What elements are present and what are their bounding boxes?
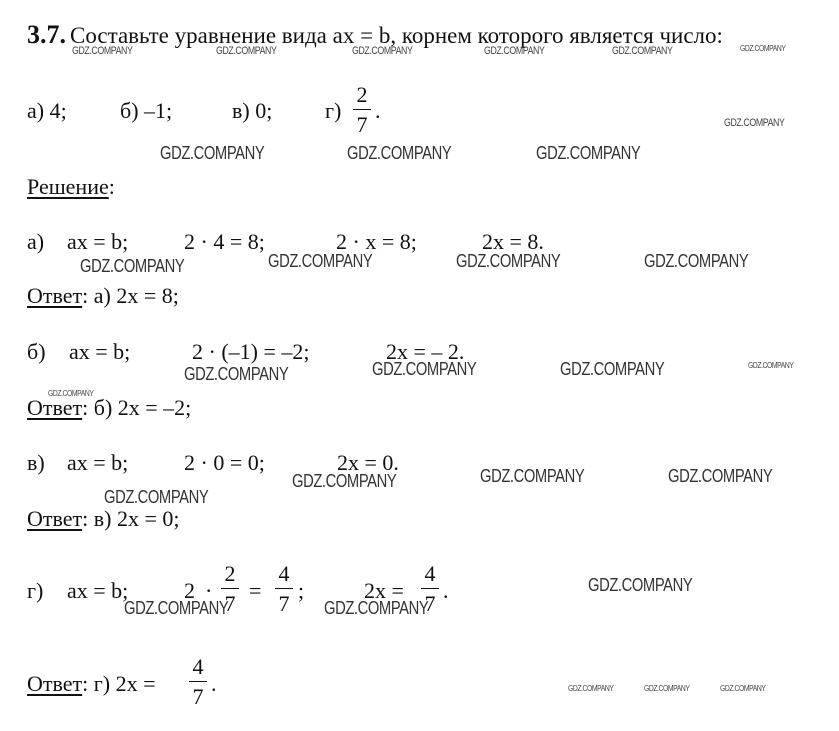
watermark: GDZ.COMPANY xyxy=(644,251,749,271)
watermark: GDZ.COMPANY xyxy=(588,575,693,595)
option-d-label: г) xyxy=(325,98,342,123)
watermark: GDZ.COMPANY xyxy=(72,45,133,57)
option-c: в) 0; xyxy=(232,98,273,123)
part-d-eq1: ax = b; xyxy=(67,578,129,603)
option-a: а) 4; xyxy=(27,98,67,123)
part-a-eq1: ax = b; xyxy=(67,229,129,254)
watermark: GDZ.COMPANY xyxy=(184,364,289,384)
watermark: GDZ.COMPANY xyxy=(456,251,561,271)
part-a-eq2: 2 · 4 = 8; xyxy=(184,229,265,254)
part-d-fraction-3: 4 7 xyxy=(421,563,439,615)
watermark: GDZ.COMPANY xyxy=(160,143,265,163)
part-c-eq3: 2x = 0. xyxy=(337,450,399,475)
part-d-fraction-2: 4 7 xyxy=(275,563,293,615)
part-a-eq3: 2 · x = 8; xyxy=(336,229,417,254)
watermark: GDZ.COMPANY xyxy=(292,471,397,491)
part-d-answer-fraction: 4 7 xyxy=(189,656,207,708)
watermark: GDZ.COMPANY xyxy=(480,466,585,486)
watermark: GDZ.COMPANY xyxy=(104,487,209,507)
watermark: GDZ.COMPANY xyxy=(216,45,277,57)
part-d-fraction-1: 2 7 xyxy=(221,563,239,615)
watermark: GDZ.COMPANY xyxy=(48,389,94,398)
watermark: GDZ.COMPANY xyxy=(740,44,786,53)
part-d-equals: = xyxy=(249,578,262,603)
part-c-eq2: 2 · 0 = 0; xyxy=(184,450,265,475)
watermark: GDZ.COMPANY xyxy=(347,143,452,163)
part-a-eq4: 2x = 8. xyxy=(482,229,544,254)
part-d-end: . xyxy=(443,578,449,603)
part-c-label: в) xyxy=(27,450,45,475)
problem-number: 3.7. xyxy=(27,20,66,49)
part-d-answer: Ответ: г) 2x = xyxy=(27,671,156,696)
watermark: GDZ.COMPANY xyxy=(644,684,690,693)
option-b: б) –1; xyxy=(120,98,173,123)
part-b-eq1: ax = b; xyxy=(69,339,131,364)
problem-statement: Составьте уравнение вида ax = b, корнем которого является число: xyxy=(70,23,723,48)
part-b-answer: Ответ: б) 2x = –2; xyxy=(27,395,192,420)
part-b-eq3: 2x = – 2. xyxy=(386,339,465,364)
part-d-lhs2: 2x = xyxy=(364,578,404,603)
watermark: GDZ.COMPANY xyxy=(724,117,785,129)
solution-heading: Решение: xyxy=(27,174,115,199)
part-b-eq2: 2 · (–1) = –2; xyxy=(192,339,310,364)
watermark: GDZ.COMPANY xyxy=(268,251,373,271)
watermark: GDZ.COMPANY xyxy=(536,143,641,163)
watermark: GDZ.COMPANY xyxy=(668,466,773,486)
part-c-answer: Ответ: в) 2x = 0; xyxy=(27,506,180,531)
part-d-two: 2 xyxy=(184,578,195,603)
watermark: GDZ.COMPANY xyxy=(612,45,673,57)
part-a-answer: Ответ: а) 2x = 8; xyxy=(27,283,179,308)
option-d-fraction: 2 7 xyxy=(353,84,371,136)
part-d-semicolon: ; xyxy=(298,578,305,603)
watermark: GDZ.COMPANY xyxy=(372,359,477,379)
part-d-answer-end: . xyxy=(211,671,217,696)
watermark: GDZ.COMPANY xyxy=(80,256,185,276)
watermark: GDZ.COMPANY xyxy=(720,684,766,693)
watermark: GDZ.COMPANY xyxy=(352,45,413,57)
watermark: GDZ.COMPANY xyxy=(324,598,429,618)
part-b-label: б) xyxy=(27,339,46,364)
watermark: GDZ.COMPANY xyxy=(484,45,545,57)
part-d-label: г) xyxy=(27,578,44,603)
part-a-label: а) xyxy=(27,229,45,254)
watermark: GDZ.COMPANY xyxy=(748,361,794,370)
watermark: GDZ.COMPANY xyxy=(568,684,614,693)
watermark: GDZ.COMPANY xyxy=(124,598,229,618)
part-c-eq1: ax = b; xyxy=(67,450,129,475)
option-d-end: . xyxy=(375,98,381,123)
watermark: GDZ.COMPANY xyxy=(560,359,665,379)
part-d-dot: · xyxy=(205,578,213,603)
